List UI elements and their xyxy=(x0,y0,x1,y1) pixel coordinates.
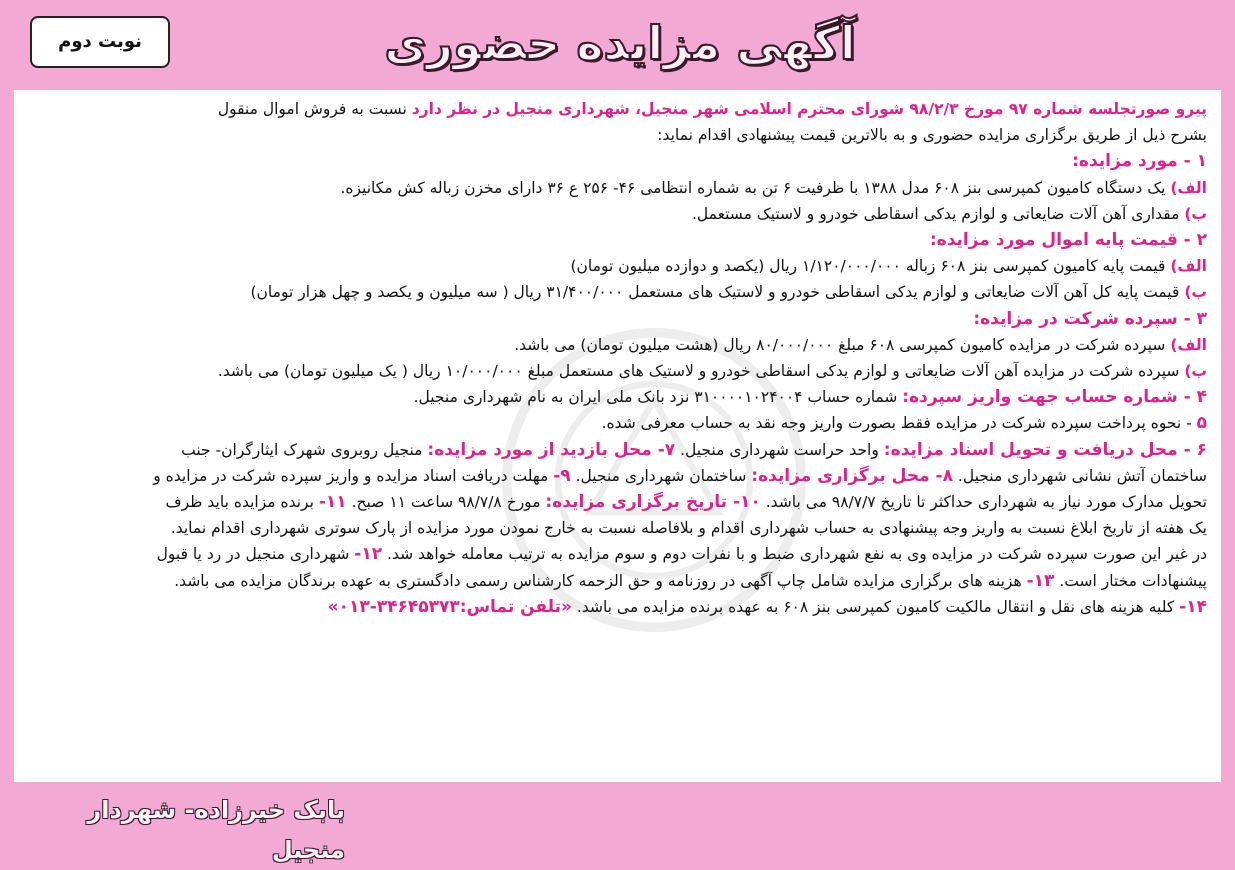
section-2-heading: ۲ - قیمت پایه اموال مورد مزایده: xyxy=(929,230,1207,251)
section-3-item-b xyxy=(28,358,1207,384)
section-5-text: - نحوه پرداخت سپرده شرکت در مزایده فقط بصورت واریز وجه نقد به حساب معرفی شده. xyxy=(601,414,1197,433)
intro-line-2: بشرح ذیل از طریق برگزاری مزایده حضوری و به بالاترین قیمت پیشنهادی اقدام نماید: xyxy=(657,126,1207,145)
section-9-text-cont: تحویل مدارک مورد نیاز به شهرداری حداکثر تا تاریخ ۹۸/۷/۷ می باشد. xyxy=(760,493,1207,512)
notice-title: آگهی مزایده حضوری xyxy=(384,16,856,70)
section-12-heading: ۱۲- xyxy=(354,544,383,565)
item-text: قیمت پایه کل آهن آلات ضایعاتی و لوازم یدکی اسقاطی خودرو و لاستیک های مستعمل ۳۱/۴۰۰/۰۰۰ ریال ( سه میلیون و یکصد و چهل هزار تومان) xyxy=(250,283,1185,302)
item-lead: ب) xyxy=(1184,362,1207,381)
item-text: مقداری آهن آلات ضایعاتی و لوازم یدکی اسقاطی خودرو و لاستیک مستعمل. xyxy=(691,204,1185,223)
item-lead: الف) xyxy=(1170,178,1207,197)
section-3-heading: ۳ - سپرده شرکت در مزایده: xyxy=(973,308,1207,329)
header xyxy=(0,0,1235,88)
item-text: یک دستگاه کامیون کمپرسی بنز ۶۰۸ مدل ۱۳۸۸ با ظرفیت ۶ تن به شماره انتظامی ۴۶- ۲۵۶ ع ۳۶ دارای مخزن زباله کش مکانیزه. xyxy=(340,178,1171,197)
section-4 xyxy=(28,384,1207,410)
mayor-signature: بابک خیرزاده- شهردار منجیل xyxy=(87,796,345,864)
item-text: سپرده شرکت در مزایده آهن آلات ضایعاتی و لوازم یدکی اسقاطی خودرو و لاستیک های مستعمل مبلغ ۱۰/۰۰۰/۰۰۰ ریال ( یک میلیون تومان) می باشد. xyxy=(217,362,1185,381)
section-12 xyxy=(28,541,1207,567)
section-14-text: کلیه هزینه های نقل و انتقال مالکیت کامیون کمپرسی بنز ۶۰۸ به عهده برنده مزایده می باشد. xyxy=(571,597,1180,616)
section-13-text: هزینه های برگزاری مزایده شامل چاپ آگهی در روزنامه و حق الزحمه کارشناس رسمی دادگستری به عهده برندگان مزایده می باشد. xyxy=(174,571,1027,590)
section-10-heading: ۱۰- تاریخ برگزاری مزایده: xyxy=(545,492,761,513)
contact-phone: «تلفن تماس:۳۴۶۴۵۳۷۳-۰۱۳» xyxy=(327,596,572,617)
section-1-item-b xyxy=(28,201,1207,227)
section-1-heading: ۱ - مورد مزایده: xyxy=(1072,151,1207,172)
item-lead: الف) xyxy=(1170,257,1207,276)
section-8-text: ساختمان شهرداری منجیل. xyxy=(570,466,752,485)
item-lead: ب) xyxy=(1184,283,1207,302)
section-7-text-cont: ساختمان آتش نشانی شهرداری منجیل. xyxy=(953,466,1207,485)
footer xyxy=(0,782,1235,864)
section-4-text: شماره حساب ۳۱۰۰۰۰۱۰۲۴۰۰۴ نزد بانک ملی ایران به نام شهرداری منجیل. xyxy=(413,388,903,407)
section-10-text: مورخ ۹۸/۷/۸ ساعت ۱۱ صبح. xyxy=(346,493,546,512)
section-2-item-a xyxy=(28,253,1207,279)
section-13 xyxy=(28,568,1207,594)
intro-highlight: پیرو صورتجلسه شماره ۹۷ مورخ ۹۸/۲/۳ شورای محترم اسلامی شهر منجیل، شهرداری منجیل در نظر دارد xyxy=(411,100,1207,118)
section-8-heading: ۸- محل برگزاری مزایده: xyxy=(751,465,953,486)
section-13-heading: ۱۳- xyxy=(1026,570,1055,591)
section-10-11 xyxy=(28,489,1207,515)
intro-line-1 xyxy=(28,96,1207,122)
section-9-text: مهلت دریافت اسناد مزایده و واریز سپرده شرکت در مزایده و xyxy=(153,466,554,485)
item-lead: الف) xyxy=(1170,335,1207,354)
item-lead: ب) xyxy=(1184,204,1207,223)
notice-body xyxy=(14,90,1221,782)
section-1-item-a xyxy=(28,175,1207,201)
section-6-text: واحد حراست شهرداری منجیل. xyxy=(675,440,884,459)
section-12-text-cont: پیشنهادات مختار است. xyxy=(1054,571,1207,590)
section-6-7 xyxy=(28,437,1207,463)
section-2-item-b xyxy=(28,279,1207,305)
section-8-9 xyxy=(28,463,1207,489)
section-5-lead: ۵ xyxy=(1196,413,1207,434)
section-14 xyxy=(28,594,1207,620)
item-text: قیمت پایه کامیون کمپرسی بنز ۶۰۸ زباله ۱/۱۲۰/۰۰۰/۰۰۰ ریال (یکصد و دوازده میلیون تومان) xyxy=(570,257,1171,276)
section-11-heading: ۱۱- xyxy=(318,492,347,513)
section-7-text: منجیل روبروی شهرک ایثارگران- جنب xyxy=(181,440,428,459)
section-11-text-cont2: در غیر این صورت سپرده شرکت در مزایده وی به نفع شهرداری ضبط و با نفرات دوم و سوم مزایده به ترتیب معامله خواهد شد. xyxy=(382,545,1207,564)
section-7-heading: ۷- محل بازدید از مورد مزایده: xyxy=(427,439,676,460)
section-14-heading: ۱۴- xyxy=(1179,596,1207,617)
section-12-text: شهرداری منجیل در رد یا قبول xyxy=(156,545,355,564)
section-9-heading: ۹- xyxy=(553,465,571,486)
section-5 xyxy=(28,410,1207,436)
section-11-cont: یک هفته از تاریخ ابلاغ نسبت به واریز وجه پیشنهادی به حساب شهرداری اقدام و بلافاصله نسبت به خارج نمودن مورد مزایده از پارک سوتری شهرداری اقدام نماید. xyxy=(170,519,1207,538)
section-6-heading: ۶ - محل دریافت و تحویل اسناد مزایده: xyxy=(883,439,1207,460)
section-11-text: برنده مزایده باید ظرف xyxy=(165,493,319,512)
intro-rest: نسبت به فروش اموال منقول xyxy=(217,100,412,118)
section-4-heading: ۴ - شماره حساب جهت واریز سپرده: xyxy=(902,387,1207,408)
section-3-item-a xyxy=(28,332,1207,358)
round-badge: نوبت دوم xyxy=(30,16,170,68)
item-text: سپرده شرکت در مزایده کامیون کمپرسی ۶۰۸ مبلغ ۸۰/۰۰۰/۰۰۰ ریال (هشت میلیون تومان) می باشد. xyxy=(514,335,1171,354)
